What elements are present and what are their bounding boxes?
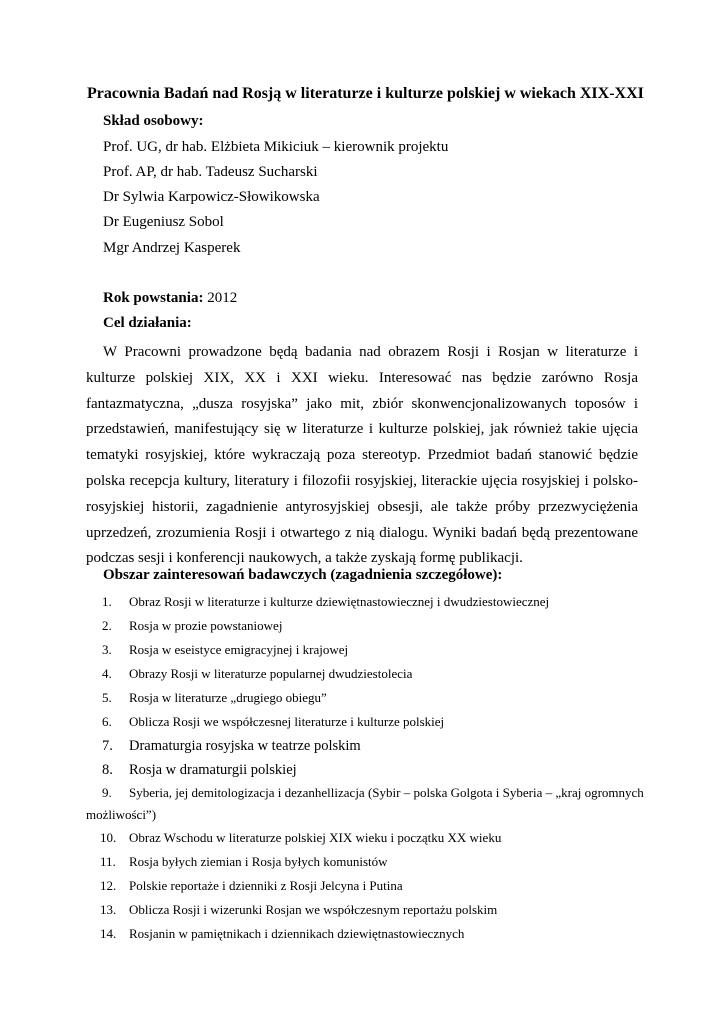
list-item-text: Dramaturgia rosyjska w teatrze polskim bbox=[129, 738, 361, 754]
list-item bbox=[86, 638, 646, 662]
list-item bbox=[86, 826, 646, 850]
list-item bbox=[86, 874, 646, 898]
goal-heading: Cel działania: bbox=[103, 315, 192, 331]
staff-member: Prof. UG, dr hab. Elżbieta Mikiciuk – kierownik projektu bbox=[103, 139, 449, 155]
staff-member: Mgr Andrzej Kasperek bbox=[103, 240, 241, 256]
list-item bbox=[86, 686, 646, 710]
list-item-text: Rosja w literaturze „drugiego obiegu” bbox=[129, 690, 327, 705]
list-item bbox=[86, 662, 646, 686]
topics-heading: Obszar zainteresowań badawczych (zagadnienia szczegółowe): bbox=[103, 567, 503, 583]
list-item-text: Rosja w dramaturgii polskiej bbox=[129, 762, 297, 778]
list-item-text: Obraz Wschodu w literaturze polskiej XIX wieku i początku XX wieku bbox=[129, 830, 502, 845]
staff-heading: Skład osobowy: bbox=[103, 113, 204, 129]
list-item-number: 2. bbox=[102, 618, 112, 633]
list-item-text: Polskie reportaże i dzienniki z Rosji Jelcyna i Putina bbox=[129, 878, 403, 893]
list-item bbox=[86, 922, 646, 946]
list-item-text: Obrazy Rosji w literaturze popularnej dwudziestolecia bbox=[129, 666, 413, 681]
list-item-number: 4. bbox=[102, 666, 112, 681]
list-item-number: 8. bbox=[102, 762, 113, 778]
list-item-text: Syberia, jej demitologizacja i dezanhellizacja (Sybir – polska Golgota i Syberia – „kraj ogromnych możliwości”) bbox=[86, 785, 644, 822]
list-item-number: 13. bbox=[100, 902, 117, 917]
list-item-text: Rosja w prozie powstaniowej bbox=[129, 618, 283, 633]
list-item-number: 3. bbox=[102, 642, 112, 657]
list-item bbox=[86, 590, 646, 614]
staff-member: Dr Sylwia Karpowicz-Słowikowska bbox=[103, 189, 320, 205]
list-item bbox=[86, 710, 646, 734]
list-item-text: Rosja w eseistyce emigracyjnej i krajowej bbox=[129, 642, 349, 657]
list-item-number: 5. bbox=[102, 690, 112, 705]
list-item-text: Obraz Rosji w literaturze i kulturze dziewiętnastowiecznej i dwudziestowiecznej bbox=[129, 594, 550, 609]
list-item bbox=[86, 758, 646, 782]
founding-year-value: 2012 bbox=[207, 290, 238, 306]
list-item bbox=[86, 614, 646, 638]
list-item-number: 9. bbox=[102, 785, 112, 800]
list-item-text: Oblicza Rosji we współczesnej literaturze i kulturze polskiej bbox=[129, 714, 445, 729]
list-item-text: Oblicza Rosji i wizerunki Rosjan we współczesnym reportażu polskim bbox=[129, 902, 498, 917]
goal-paragraph: W Pracowni prowadzone będą badania nad obrazem Rosji i Rosjan w literaturze i kulturze polskiej XIX, XX i XXI wieku. Interesować nas będzie zarówno Rosja fantazmatyczna, „dusza rosyjska” jako mit, zbiór skonwencjonalizowanych toposów i przedstawień, manifestujący się w literaturze i kulturze polskiej, jak również takie ujęcia tematyki rosyjskiej, które wykraczają poza stereotyp. Przedmiot badań stanowić będzie polska recepcja kultury, literatury i filozofii rosyjskiej, literackie ujęcia rosyjskiej i polsko-rosyjskiej historii, zagadnienie antyrosyjskiej obsesji, ale także próby przezwyciężenia uprzedzeń, zrozumienia Rosji i otwartego z nią dialogu. Wyniki badań będą prezentowane podczas sesji i konferencji naukowych, a także zyskają formę publikacji. bbox=[86, 344, 638, 567]
list-item-number: 6. bbox=[102, 714, 112, 729]
topics-list bbox=[86, 590, 646, 946]
founding-year-label: Rok powstania: bbox=[103, 290, 204, 306]
list-item-number: 14. bbox=[100, 926, 117, 941]
list-item-number: 7. bbox=[102, 738, 113, 754]
list-item bbox=[86, 898, 646, 922]
list-item-number: 12. bbox=[100, 878, 117, 893]
list-item-number: 1. bbox=[102, 594, 112, 609]
staff-member: Prof. AP, dr hab. Tadeusz Sucharski bbox=[103, 164, 318, 180]
founding-year bbox=[103, 290, 237, 307]
list-item bbox=[86, 734, 646, 758]
list-item-text: Rosja byłych ziemian i Rosja byłych komunistów bbox=[129, 854, 388, 869]
list-item-number: 11. bbox=[100, 854, 116, 869]
list-item bbox=[86, 850, 646, 874]
staff-member: Dr Eugeniusz Sobol bbox=[103, 214, 224, 230]
list-item bbox=[86, 782, 646, 826]
list-item-number: 10. bbox=[100, 830, 117, 845]
document-title: Pracownia Badań nad Rosją w literaturze i kulturze polskiej w wiekach XIX-XXI bbox=[87, 85, 644, 102]
list-item-text: Rosjanin w pamiętnikach i dziennikach dziewiętnastowiecznych bbox=[129, 926, 465, 941]
